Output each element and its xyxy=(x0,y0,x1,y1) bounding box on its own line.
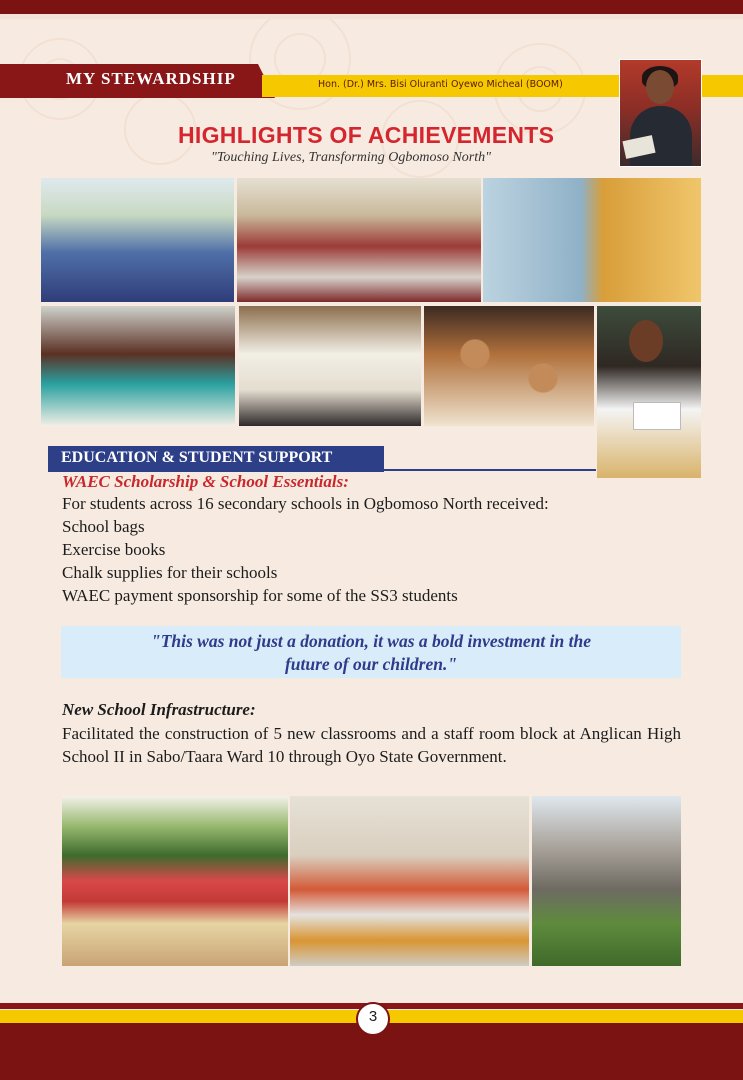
photo-students-holding-books xyxy=(239,306,421,426)
page-number: 3 xyxy=(368,1008,378,1025)
section-title: MY STEWARDSHIP xyxy=(66,69,236,88)
photo-assembly-hall xyxy=(237,178,481,302)
infrastructure-text: Facilitated the construction of 5 new classrooms and a staff room block at Anglican High School II in Sabo/Taara Ward 10 through Oyo State Government. xyxy=(62,724,681,766)
author-portrait-photo xyxy=(619,59,702,167)
education-underline xyxy=(48,469,596,471)
list-item: WAEC payment sponsorship for some of the SS3 students xyxy=(62,586,458,605)
infrastructure-heading: New School Infrastructure: xyxy=(62,700,256,719)
photo-school-building xyxy=(62,796,288,966)
photo-construction-site xyxy=(532,796,681,966)
waec-subheading: WAEC Scholarship & School Essentials: xyxy=(62,472,349,491)
photo-student-certificate xyxy=(597,306,701,478)
photo-school-supplies xyxy=(483,178,701,302)
photo-students-event xyxy=(41,178,234,302)
photo-students-uniforms xyxy=(424,306,594,426)
photo-classroom-desks xyxy=(290,796,529,966)
highlights-subtitle: "Touching Lives, Transforming Ogbomoso North" xyxy=(211,150,492,165)
list-item: Exercise books xyxy=(62,540,166,559)
quote-line-1: "This was not just a donation, it was a bold investment in the xyxy=(150,631,592,651)
highlights-title: HIGHLIGHTS OF ACHIEVEMENTS xyxy=(178,122,555,148)
author-name: Hon. (Dr.) Mrs. Bisi Oluranti Oyewo Micheal (BOOM) xyxy=(318,79,563,90)
quote-line-2: future of our children." xyxy=(284,654,458,674)
list-item: Chalk supplies for their schools xyxy=(62,563,278,582)
education-intro: For students across 16 secondary schools in Ogbomoso North received: xyxy=(62,494,549,513)
education-section-label: EDUCATION & STUDENT SUPPORT xyxy=(61,449,333,466)
quote-text xyxy=(61,630,681,676)
photo-students-with-books xyxy=(41,306,235,426)
list-item: School bags xyxy=(62,517,145,536)
top-band xyxy=(0,0,743,14)
